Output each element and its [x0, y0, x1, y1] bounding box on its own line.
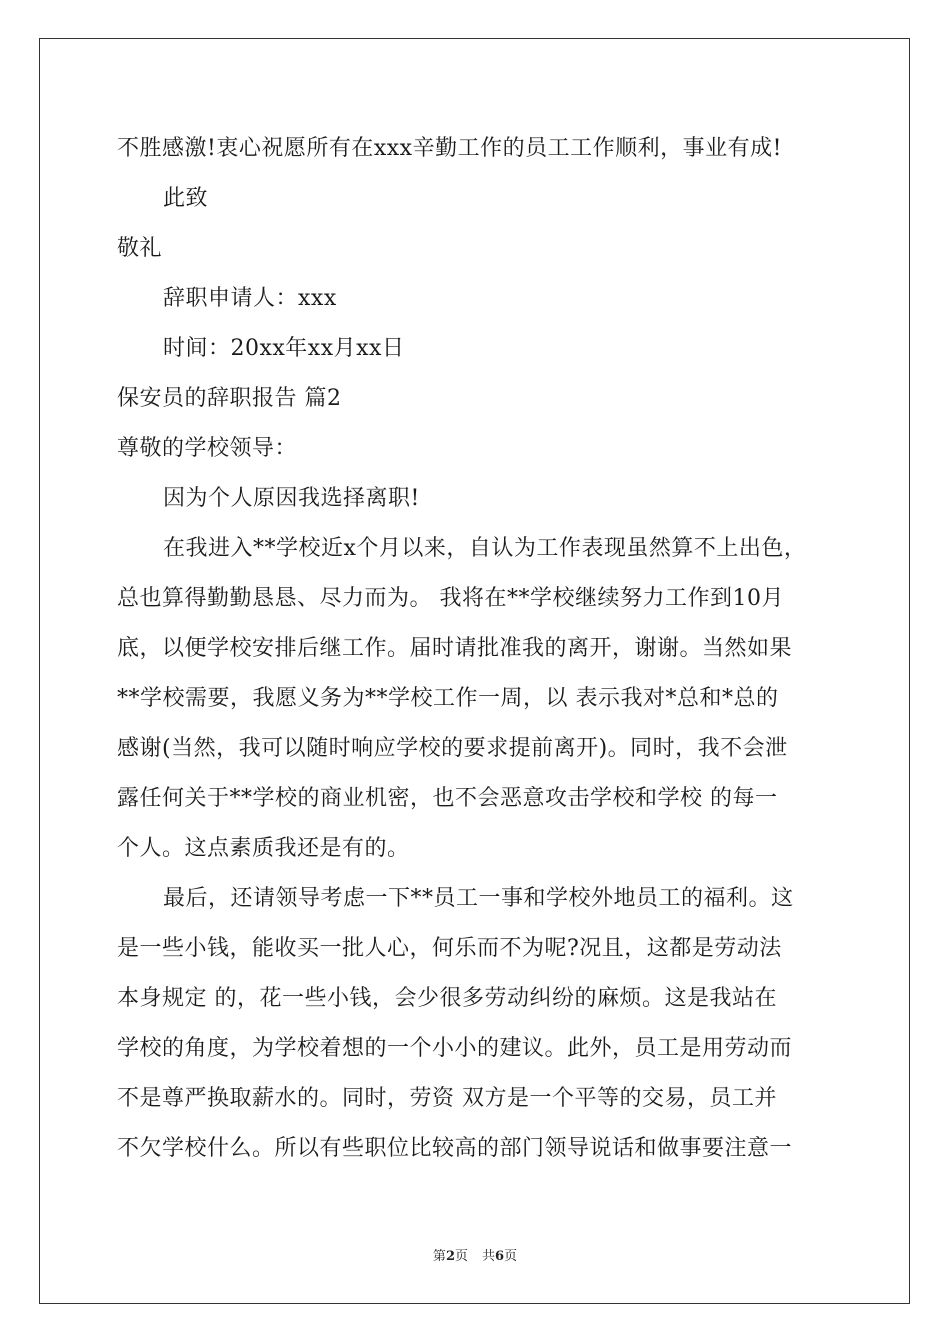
- letter-greeting: 尊敬的学校领导：: [117, 436, 298, 461]
- paragraph-line: 在我进入**学校近x个月以来，自认为工作表现虽然算不上出色，: [163, 536, 807, 561]
- paragraph-line: 底，以便学校安排后继工作。届时请批准我的离开，谢谢。当然如果: [117, 636, 793, 661]
- paragraph-line: 不欠学校什么。所以有些职位比较高的部门领导说话和做事要注意一: [117, 1136, 793, 1161]
- page-suffix: 页: [454, 1249, 468, 1264]
- paragraph-line: 本身规定 的，花一些小钱，会少很多劳动纠纷的麻烦。这是我站在: [117, 986, 777, 1011]
- section-heading: 保安员的辞职报告 篇2: [117, 386, 342, 411]
- letter-date: 时间：20xx年xx月xx日: [163, 336, 405, 361]
- paragraph-line: 最后，还请领导考虑一下**员工一事和学校外地员工的福利。这: [163, 886, 794, 911]
- total-prefix: 共: [482, 1249, 496, 1264]
- applicant-signature: 辞职申请人：xxx: [163, 286, 337, 311]
- closing-regards: 敬礼: [117, 236, 163, 261]
- paragraph-line: 感谢(当然，我可以随时响应学校的要求提前离开)。同时，我不会泄: [117, 736, 788, 761]
- paragraph-line: 总也算得勤勤恳恳、尽力而为。 我将在**学校继续努力工作到10月: [117, 586, 784, 611]
- paragraph-line: 露任何关于**学校的商业机密，也不会恶意攻击学校和学校 的每一: [117, 786, 778, 811]
- page-footer: [0, 1248, 950, 1266]
- paragraph-line: 不是尊严换取薪水的。同时，劳资 双方是一个平等的交易，员工并: [117, 1086, 777, 1111]
- paragraph-line: 学校的角度，为学校着想的一个小小的建议。此外，员工是用劳动而: [117, 1036, 793, 1061]
- paragraph-line: 因为个人原因我选择离职!: [163, 486, 420, 511]
- document-body: [117, 124, 839, 1174]
- page-prefix: 第: [432, 1249, 446, 1264]
- total-suffix: 页: [504, 1249, 518, 1264]
- closing-salutation: 此致: [163, 186, 209, 211]
- paragraph-line: **学校需要，我愿义务为**学校工作一周，以 表示我对*总和*总的: [117, 686, 779, 711]
- paragraph-line: 不胜感激!衷心祝愿所有在xxx辛勤工作的员工工作顺利，事业有成!: [117, 136, 782, 161]
- total-pages-number: 6: [495, 1249, 505, 1264]
- paragraph-line: 是一些小钱，能收买一批人心，何乐而不为呢?况且，这都是劳动法: [117, 936, 782, 961]
- paragraph-line: 个人。这点素质我还是有的。: [117, 836, 410, 861]
- current-page-number: 2: [445, 1249, 455, 1264]
